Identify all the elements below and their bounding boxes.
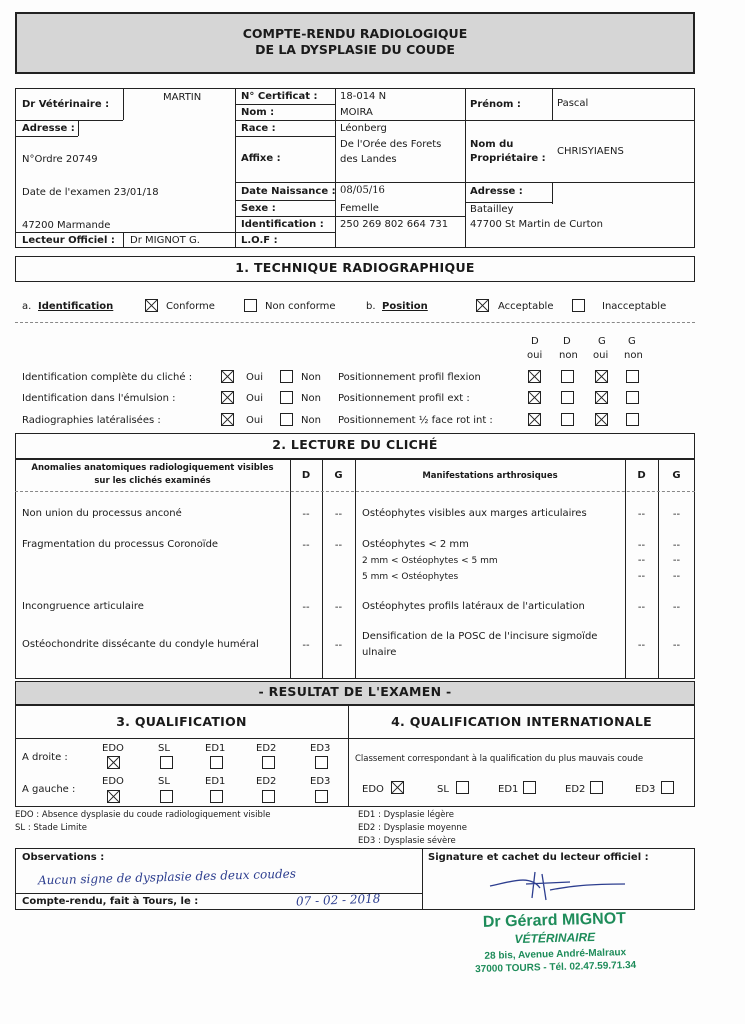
vet-stamp bbox=[454, 909, 656, 975]
manifest-3: Ostéophytes profils latéraux de l'articulation bbox=[362, 601, 585, 612]
droite-ed2-checkbox[interactable] bbox=[262, 756, 275, 769]
owner-name-label-2: Propriétaire : bbox=[470, 153, 546, 164]
tech-row-3-oui-label: Oui bbox=[246, 415, 263, 426]
inacceptable-label: Inacceptable bbox=[602, 301, 667, 312]
reader-name: Dr MIGNOT G. bbox=[130, 235, 200, 246]
vet-address-label: Adresse : bbox=[22, 123, 75, 134]
observations-label: Observations : bbox=[22, 852, 105, 863]
manifest-2a: Ostéophytes < 2 mm bbox=[362, 539, 469, 550]
owner-name-label-1: Nom du bbox=[470, 139, 514, 150]
tech-row-3-non-label: Non bbox=[301, 415, 321, 426]
gauche-sl-checkbox[interactable] bbox=[160, 790, 173, 803]
nom-value: MOIRA bbox=[340, 107, 373, 118]
owner-address-1: Batailley bbox=[470, 204, 514, 215]
col-oui1: oui bbox=[527, 350, 543, 361]
position-row-3-label: Positionnement ½ face rot int : bbox=[338, 415, 493, 426]
tech-row-2-oui-checkbox[interactable] bbox=[221, 391, 234, 404]
race-value: Léonberg bbox=[340, 123, 387, 134]
intl-grade-ed1: ED1 bbox=[498, 784, 519, 795]
lof-label: L.O.F : bbox=[241, 235, 278, 246]
lecture-d-header-right: D bbox=[637, 470, 646, 481]
naissance-label: Date Naissance : bbox=[241, 186, 336, 197]
international-heading: 4. QUALIFICATION INTERNATIONALE bbox=[391, 714, 652, 729]
manifest-4-g: -- bbox=[672, 640, 681, 651]
acceptable-label: Acceptable bbox=[498, 301, 554, 312]
qualification-heading: 3. QUALIFICATION bbox=[116, 714, 247, 729]
gauche-grade-edo: EDO bbox=[102, 776, 124, 787]
anomaly-2: Fragmentation du processus Coronoïde bbox=[22, 539, 219, 550]
compte-rendu-date: 07 - 02 - 2018 bbox=[295, 891, 381, 909]
nom-label: Nom : bbox=[241, 107, 275, 118]
manifest-header: Manifestations arthrosiques bbox=[422, 471, 558, 481]
gauche-ed1-checkbox[interactable] bbox=[210, 790, 223, 803]
pos-row-1-d-oui[interactable] bbox=[528, 370, 541, 383]
affixe-value-2: des Landes bbox=[340, 154, 397, 165]
anomalies-header-2: sur les clichés examinés bbox=[94, 476, 211, 486]
pos-row-3-g-non[interactable] bbox=[626, 413, 639, 426]
tech-row-2-non-checkbox[interactable] bbox=[280, 391, 293, 404]
tech-row-1-label: Identification complète du cliché : bbox=[22, 372, 193, 383]
intl-ed1-checkbox[interactable] bbox=[523, 781, 536, 794]
id-a-label: a. bbox=[22, 301, 32, 312]
col-d2: D bbox=[563, 336, 571, 347]
intl-ed3-checkbox[interactable] bbox=[661, 781, 674, 794]
manifest-4-d: -- bbox=[637, 640, 646, 651]
tech-row-2-oui-label: Oui bbox=[246, 393, 263, 404]
manifest-2b: 2 mm < Ostéophytes < 5 mm bbox=[362, 556, 498, 566]
title-line-2: DE LA DYSPLASIE DU COUDE bbox=[255, 42, 455, 57]
position-row-1-label: Positionnement profil flexion bbox=[338, 372, 481, 383]
legend-sl: SL : Stade Limite bbox=[15, 823, 87, 833]
legend-ed2: ED2 : Dysplasie moyenne bbox=[358, 823, 468, 833]
gauche-grade-sl: SL bbox=[158, 776, 170, 787]
manifest-1-d: -- bbox=[637, 509, 646, 520]
position-sublabel: Position bbox=[382, 301, 428, 312]
tech-row-3-non-checkbox[interactable] bbox=[280, 413, 293, 426]
vet-city: 47200 Marmande bbox=[22, 220, 111, 231]
resultat-heading: - RESULTAT DE L'EXAMEN - bbox=[258, 684, 452, 699]
gauche-grade-ed3: ED3 bbox=[310, 776, 331, 787]
droite-grade-sl: SL bbox=[158, 743, 170, 754]
vet-label: Dr Vétérinaire : bbox=[22, 99, 110, 110]
non-conforme-checkbox[interactable] bbox=[244, 299, 257, 312]
manifest-2a-d: -- bbox=[637, 540, 646, 551]
droite-ed3-checkbox[interactable] bbox=[315, 756, 328, 769]
tech-row-3-label: Radiographies latéralisées : bbox=[22, 415, 161, 426]
droite-label: A droite : bbox=[22, 752, 68, 763]
stamp-name: Dr Gérard MIGNOT bbox=[482, 910, 627, 931]
manifest-4a: Densification de la POSC de l'incisure sigmoïde bbox=[362, 631, 598, 642]
tech-row-2-label: Identification dans l'émulsion : bbox=[22, 393, 176, 404]
droite-sl-checkbox[interactable] bbox=[160, 756, 173, 769]
pos-row-3-d-oui[interactable] bbox=[528, 413, 541, 426]
technique-heading: 1. TECHNIQUE RADIOGRAPHIQUE bbox=[235, 260, 475, 275]
anomaly-4-d: -- bbox=[302, 640, 310, 651]
manifest-2c: 5 mm < Ostéophytes bbox=[362, 572, 459, 582]
pos-row-2-d-non[interactable] bbox=[561, 391, 574, 404]
legend-edo: EDO : Absence dysplasie du coude radiologiquement visible bbox=[15, 810, 271, 820]
owner-address-2: 47700 St Martin de Curton bbox=[470, 219, 604, 230]
owner-name-value: CHRISYIAENS bbox=[557, 146, 624, 157]
tech-row-3-oui-checkbox[interactable] bbox=[221, 413, 234, 426]
intl-ed2-checkbox[interactable] bbox=[590, 781, 603, 794]
vet-ordre: N°Ordre 20749 bbox=[22, 154, 98, 165]
stamp-city: 37000 TOURS - Tél. 02.47.59.71.34 bbox=[475, 959, 637, 976]
manifest-2b-d: -- bbox=[637, 555, 646, 566]
anomalies-header-1: Anomalies anatomiques radiologiquement visibles bbox=[31, 463, 274, 473]
droite-grade-ed3: ED3 bbox=[310, 743, 331, 754]
acceptable-checkbox[interactable] bbox=[476, 299, 489, 312]
tech-row-1-oui-checkbox[interactable] bbox=[221, 370, 234, 383]
anomaly-1: Non union du processus anconé bbox=[22, 508, 182, 519]
identification-value: 250 269 802 664 731 bbox=[340, 219, 449, 230]
non-conforme-label: Non conforme bbox=[265, 301, 336, 312]
manifest-4b: ulnaire bbox=[362, 647, 397, 658]
droite-grade-ed1: ED1 bbox=[205, 743, 226, 754]
col-g1: G bbox=[598, 336, 606, 347]
anomaly-4: Ostéochondrite dissécante du condyle huméral bbox=[22, 639, 259, 650]
intl-grade-edo: EDO bbox=[362, 784, 384, 795]
pos-row-1-g-oui[interactable] bbox=[595, 370, 608, 383]
pos-row-3-g-oui[interactable] bbox=[595, 413, 608, 426]
stamp-address: 28 bis, Avenue André-Malraux bbox=[484, 947, 627, 962]
gauche-ed2-checkbox[interactable] bbox=[262, 790, 275, 803]
manifest-2c-g: -- bbox=[672, 571, 681, 582]
anomaly-1-g: -- bbox=[334, 509, 343, 520]
intl-grade-sl: SL bbox=[437, 784, 449, 795]
identification-label: Identification : bbox=[241, 219, 324, 230]
legend-ed1: ED1 : Dysplasie légère bbox=[358, 810, 455, 820]
certificat-value: 18-014 N bbox=[340, 91, 387, 102]
intl-grade-ed2: ED2 bbox=[565, 784, 586, 795]
anomaly-3-d: -- bbox=[302, 602, 310, 613]
owner-address-label: Adresse : bbox=[470, 186, 523, 197]
exam-date: Date de l'examen 23/01/18 bbox=[22, 187, 159, 198]
col-non1: non bbox=[559, 350, 578, 361]
pos-row-1-d-non[interactable] bbox=[561, 370, 574, 383]
manifest-3-g: -- bbox=[672, 602, 681, 613]
legend-ed3: ED3 : Dysplasie sévère bbox=[358, 836, 456, 846]
manifest-2c-d: -- bbox=[637, 571, 646, 582]
anomaly-3-g: -- bbox=[334, 602, 343, 613]
position-b-label: b. bbox=[366, 301, 376, 312]
pos-row-2-g-oui[interactable] bbox=[595, 391, 608, 404]
gauche-grade-ed2: ED2 bbox=[256, 776, 277, 787]
conforme-checkbox[interactable] bbox=[145, 299, 158, 312]
col-non2: non bbox=[624, 350, 643, 361]
anomaly-2-d: -- bbox=[302, 540, 310, 551]
anomaly-4-g: -- bbox=[334, 640, 343, 651]
certificat-label: N° Certificat : bbox=[241, 91, 318, 102]
inacceptable-checkbox[interactable] bbox=[572, 299, 585, 312]
tech-row-1-non-checkbox[interactable] bbox=[280, 370, 293, 383]
col-g2: G bbox=[628, 336, 636, 347]
vet-name: MARTIN bbox=[163, 92, 202, 103]
anomaly-1-d: -- bbox=[302, 509, 310, 520]
sexe-value: Femelle bbox=[340, 203, 379, 214]
gauche-edo-checkbox[interactable] bbox=[107, 790, 120, 803]
pos-row-3-d-non[interactable] bbox=[561, 413, 574, 426]
gauche-ed3-checkbox[interactable] bbox=[315, 790, 328, 803]
gauche-label: A gauche : bbox=[22, 784, 76, 795]
manifest-1: Ostéophytes visibles aux marges articulaires bbox=[362, 508, 587, 519]
prenom-value: Pascal bbox=[557, 98, 589, 109]
droite-edo-checkbox[interactable] bbox=[107, 756, 120, 769]
pos-row-1-g-non[interactable] bbox=[626, 370, 639, 383]
manifest-2b-g: -- bbox=[672, 555, 681, 566]
anomaly-3: Incongruence articulaire bbox=[22, 601, 144, 612]
signature-label: Signature et cachet du lecteur officiel : bbox=[428, 852, 649, 863]
affixe-label: Affixe : bbox=[241, 153, 281, 164]
race-label: Race : bbox=[241, 123, 276, 134]
gauche-grade-ed1: ED1 bbox=[205, 776, 226, 787]
col-oui2: oui bbox=[593, 350, 609, 361]
pos-row-2-g-non[interactable] bbox=[626, 391, 639, 404]
signature-image bbox=[480, 864, 640, 904]
lecture-g-header-left: G bbox=[334, 470, 343, 481]
naissance-value: 08/05/16 bbox=[340, 185, 385, 196]
lecture-d-header-left: D bbox=[301, 470, 311, 481]
intl-edo-checkbox[interactable] bbox=[391, 781, 404, 794]
lecture-g-header-right: G bbox=[672, 470, 681, 481]
lecture-heading: 2. LECTURE DU CLICHÉ bbox=[272, 437, 438, 452]
sexe-label: Sexe : bbox=[241, 203, 276, 214]
tech-row-1-non-label: Non bbox=[301, 372, 321, 383]
intl-sl-checkbox[interactable] bbox=[456, 781, 469, 794]
stamp-title: VÉTÉRINAIRE bbox=[514, 929, 596, 947]
international-note: Classement correspondant à la qualification du plus mauvais coude bbox=[355, 754, 644, 764]
conforme-label: Conforme bbox=[166, 301, 215, 312]
droite-ed1-checkbox[interactable] bbox=[210, 756, 223, 769]
position-row-2-label: Positionnement profil ext : bbox=[338, 393, 470, 404]
title-line-1: COMPTE-RENDU RADIOLOGIQUE bbox=[242, 26, 468, 41]
tech-row-2-non-label: Non bbox=[301, 393, 321, 404]
col-d1: D bbox=[531, 336, 539, 347]
manifest-2a-g: -- bbox=[672, 540, 681, 551]
prenom-label: Prénom : bbox=[470, 99, 521, 110]
anomaly-2-g: -- bbox=[334, 540, 343, 551]
reader-label: Lecteur Officiel : bbox=[22, 235, 115, 246]
compte-rendu-label: Compte-rendu, fait à Tours, le : bbox=[22, 896, 199, 907]
manifest-1-g: -- bbox=[672, 509, 681, 520]
affixe-value-1: De l'Orée des Forets bbox=[340, 139, 442, 150]
droite-grade-edo: EDO bbox=[102, 743, 124, 754]
tech-row-1-oui-label: Oui bbox=[246, 372, 263, 383]
intl-grade-ed3: ED3 bbox=[635, 784, 656, 795]
observations-text: Aucun signe de dysplasie des deux coudes bbox=[37, 866, 297, 888]
manifest-3-d: -- bbox=[637, 602, 646, 613]
pos-row-2-d-oui[interactable] bbox=[528, 391, 541, 404]
identification-sublabel: Identification bbox=[38, 301, 114, 312]
droite-grade-ed2: ED2 bbox=[256, 743, 277, 754]
